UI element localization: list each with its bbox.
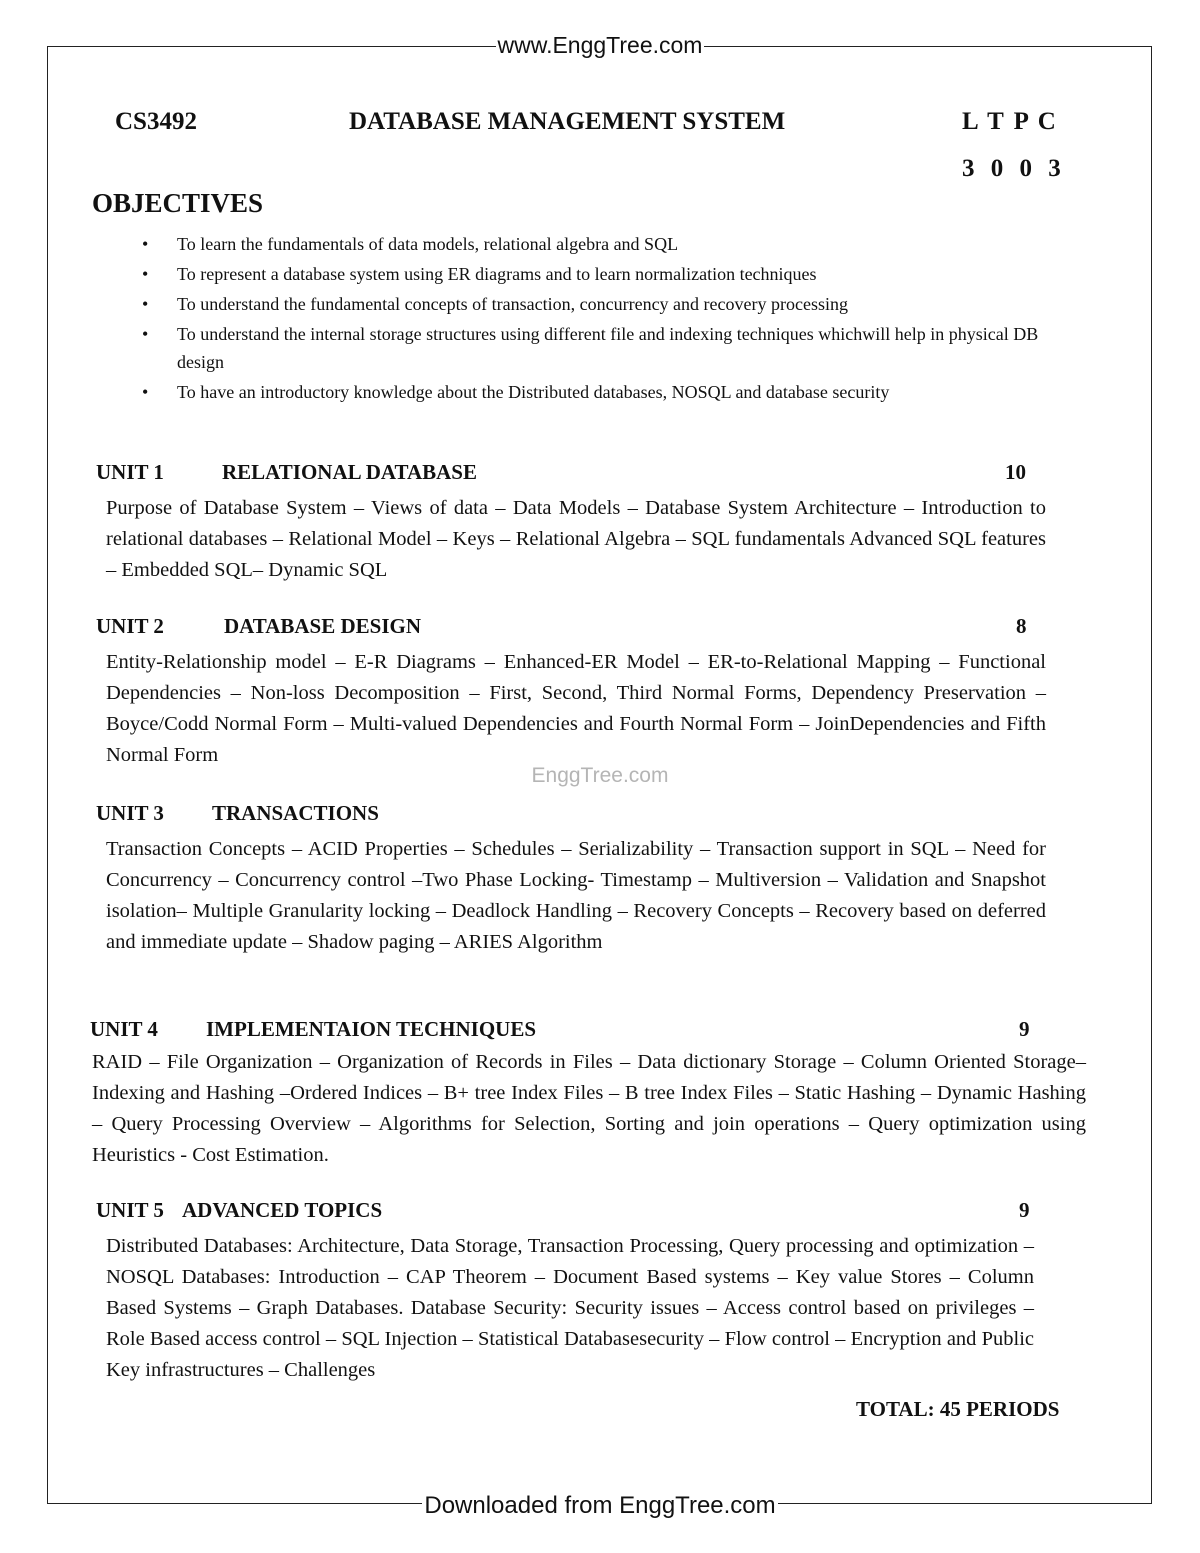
unit-1-hours: 10 — [1005, 460, 1026, 484]
objectives-heading: OBJECTIVES — [92, 188, 264, 218]
unit-3-number: UNIT 3 — [96, 801, 164, 825]
objective-item: • To understand the internal storage structures using different file and indexing techniques whichwill help in physical DB design — [140, 320, 1040, 376]
unit-2-content: Entity-Relationship model – E-R Diagrams – Enhanced-ER Model – ER-to-Relational Mapping – Functional Dependencies – Non-loss Decomposition – First, Second, Third Normal Forms, Dependency Preservation – Boyce/Codd Normal Form – Multi-valued Dependencies and Fourth Normal Form – JoinDependencies and Fifth Normal Form — [106, 651, 1046, 766]
site-footer: Downloaded from EnggTree.com — [424, 1492, 776, 1519]
watermark: EnggTree.com — [531, 764, 669, 787]
objective-item: • To represent a database system using ER diagrams and to learn normalization techniques — [140, 260, 1040, 288]
unit-2-title: DATABASE DESIGN — [224, 614, 422, 638]
unit-5-title: ADVANCED TOPICS — [182, 1198, 383, 1222]
ltpc-values: 3 0 0 3 — [962, 155, 1061, 182]
objectives-list — [140, 230, 1040, 408]
unit-2-hours: 8 — [1016, 614, 1027, 638]
total-periods: TOTAL: 45 PERIODS — [856, 1397, 1060, 1421]
unit-5-content: Distributed Databases: Architecture, Data Storage, Transaction Processing, Query processing and optimization – NOSQL Databases: Introduction – CAP Theorem – Document Based systems – Key value Stores – Column Based Systems – Graph Databases. Database Security: Security issues – Access control based on privileges – Role Based access control – SQL Injection – Statistical Databasesecurity – Flow control – Encryption and Public Key infrastructures – Challenges — [106, 1235, 1034, 1381]
unit-3-content: Transaction Concepts – ACID Properties – Schedules – Serializability – Transaction support in SQL – Need for Concurrency – Concurrency control –Two Phase Locking- Timestamp – Multiversion – Validation and Snapshot isolation– Multiple Granularity locking – Deadlock Handling – Recovery Concepts – Recovery based on deferred and immediate update – Shadow paging – ARIES Algorithm — [106, 838, 1046, 953]
objective-item: • To understand the fundamental concepts of transaction, concurrency and recovery processing — [140, 290, 1040, 318]
unit-1-number: UNIT 1 — [96, 460, 164, 484]
site-header: www.EnggTree.com — [497, 32, 703, 58]
course-title: DATABASE MANAGEMENT SYSTEM — [349, 108, 786, 135]
course-code: CS3492 — [115, 108, 197, 135]
unit-4-content: RAID – File Organization – Organization of Records in Files – Data dictionary Storage – Column Oriented Storage– Indexing and Hashing –Ordered Indices – B+ tree Index Files – B tree Index Files – Static Hashing – Dynamic Hashing – Query Processing Overview – Algorithms for Selection, Sorting and join operations – Query optimization using Heuristics - Cost Estimation. — [92, 1051, 1086, 1166]
objective-item: • To learn the fundamentals of data models, relational algebra and SQL — [140, 230, 1040, 258]
unit-4-number: UNIT 4 — [90, 1017, 158, 1041]
unit-4-hours: 9 — [1019, 1017, 1030, 1041]
objective-item: • To have an introductory knowledge about the Distributed databases, NOSQL and database security — [140, 378, 1040, 406]
unit-1-content: Purpose of Database System – Views of data – Data Models – Database System Architecture – Introduction to relational databases – Relational Model – Keys – Relational Algebra – SQL fundamentals Advanced SQL features – Embedded SQL– Dynamic SQL — [106, 497, 1046, 581]
unit-5-number: UNIT 5 — [96, 1198, 164, 1222]
unit-1-title: RELATIONAL DATABASE — [222, 460, 477, 484]
unit-3-title: TRANSACTIONS — [212, 801, 379, 825]
unit-5-hours: 9 — [1019, 1198, 1030, 1222]
unit-2-number: UNIT 2 — [96, 614, 164, 638]
unit-4-title: IMPLEMENTAION TECHNIQUES — [206, 1017, 537, 1041]
ltpc-header: L T P C — [962, 108, 1056, 135]
